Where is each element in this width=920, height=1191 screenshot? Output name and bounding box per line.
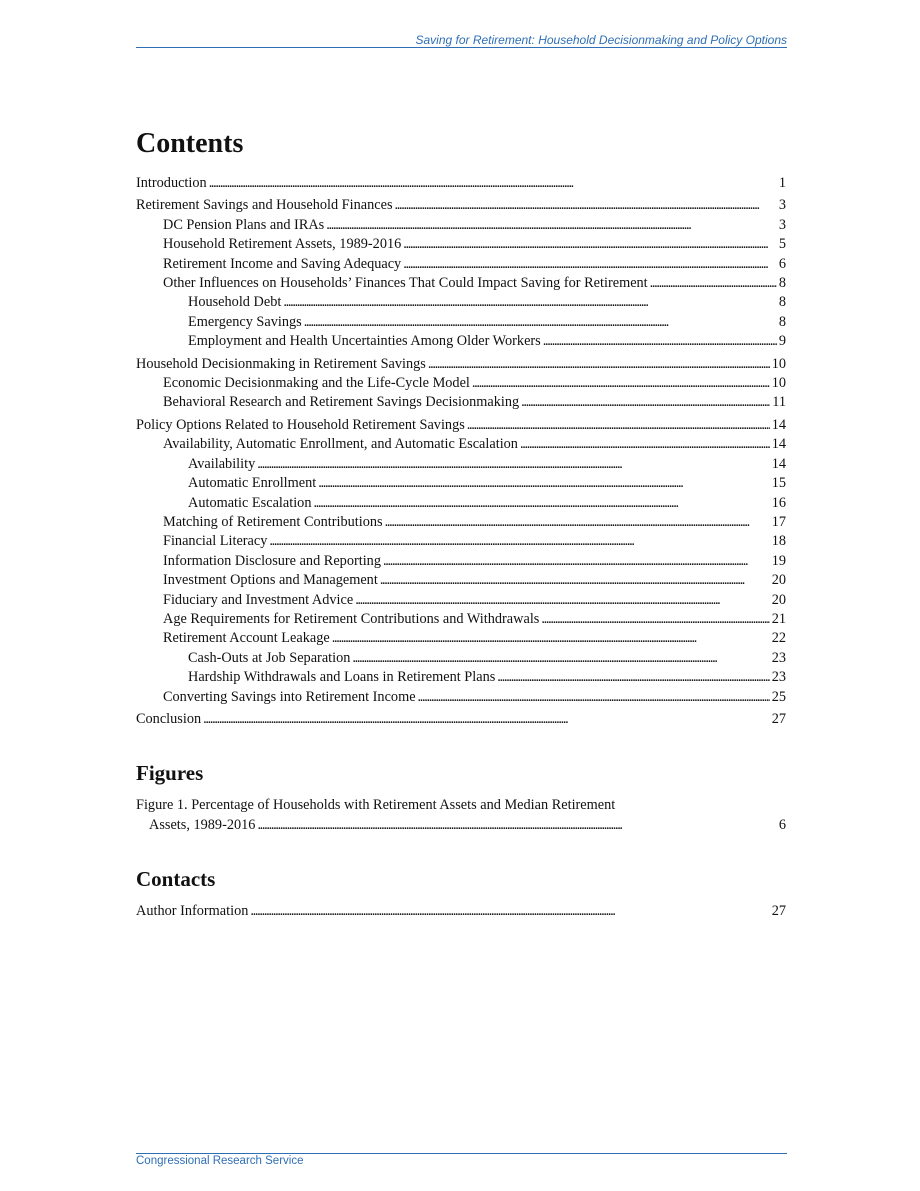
- toc-entry[interactable]: [136, 174, 786, 193]
- toc-entry[interactable]: [136, 255, 786, 274]
- toc-entry-page-number: 17: [771, 513, 786, 530]
- dot-leader: [543, 332, 777, 351]
- dot-leader: [326, 216, 777, 235]
- toc-entry-title: Household Retirement Assets, 1989-2016: [163, 236, 402, 253]
- dot-leader: [650, 274, 777, 293]
- running-header: Saving for Retirement: Household Decisionmaking and Policy Options: [415, 33, 787, 47]
- toc-entry-title: Cash-Outs at Job Separation: [188, 649, 351, 666]
- toc-entry-title: Age Requirements for Retirement Contributions and Withdrawals: [163, 610, 540, 627]
- toc-entry[interactable]: [136, 532, 786, 551]
- toc-entry-title: Fiduciary and Investment Advice: [163, 591, 354, 608]
- toc-entry[interactable]: [136, 629, 786, 648]
- dot-leader: [269, 532, 769, 551]
- toc-entry-title: Retirement Income and Saving Adequacy: [163, 255, 402, 272]
- dot-leader: [352, 649, 769, 668]
- toc-entry[interactable]: [136, 513, 786, 532]
- dot-leader: [318, 474, 769, 493]
- toc-entry[interactable]: [136, 668, 786, 687]
- toc-entry-page-number: 14: [771, 436, 786, 453]
- dot-leader: [520, 435, 770, 454]
- toc-entry[interactable]: [136, 474, 786, 493]
- toc-entry-title: Converting Savings into Retirement Income: [163, 688, 416, 705]
- figure-title-line2: Assets, 1989-2016: [149, 816, 256, 833]
- toc-entry-page-number: 19: [771, 552, 786, 569]
- dot-leader: [418, 688, 770, 707]
- toc-entry-title: Hardship Withdrawals and Loans in Retirement Plans: [188, 669, 496, 686]
- toc-entry-title: Introduction: [136, 175, 207, 191]
- contacts-heading: Contacts: [136, 867, 216, 892]
- toc-entry[interactable]: [136, 293, 786, 312]
- toc-entry-title: Automatic Escalation: [188, 494, 312, 511]
- toc-entry[interactable]: [136, 355, 786, 374]
- figure-page-number: 6: [778, 816, 786, 833]
- dot-leader: [383, 552, 770, 571]
- dot-leader: [403, 255, 777, 274]
- toc-entry-page-number: 15: [771, 475, 786, 492]
- toc-entry[interactable]: [136, 393, 786, 412]
- toc-entry-page-number: 27: [771, 710, 786, 727]
- figure-entry[interactable]: [136, 796, 786, 835]
- toc-entry-page-number: 8: [778, 294, 786, 311]
- toc-entry[interactable]: [136, 649, 786, 668]
- toc-entry-page-number: 16: [771, 494, 786, 511]
- toc-entry-title: Emergency Savings: [188, 313, 302, 330]
- toc-entry-title: DC Pension Plans and IRAs: [163, 216, 325, 233]
- contact-entry-page-number: 27: [771, 903, 786, 920]
- toc-entry[interactable]: [136, 494, 786, 513]
- toc-entry-page-number: 25: [771, 688, 786, 705]
- dot-leader: [355, 591, 770, 610]
- dot-leader: [257, 816, 776, 835]
- toc-entry-title: Matching of Retirement Contributions: [163, 513, 383, 530]
- toc-entry-title: Employment and Health Uncertainties Among Older Workers: [188, 333, 541, 350]
- toc-entry-title: Availability, Automatic Enrollment, and Automatic Escalation: [163, 436, 518, 453]
- toc-entry-page-number: 20: [771, 572, 786, 589]
- dot-leader: [283, 293, 777, 312]
- dot-leader: [380, 571, 770, 590]
- contact-entry-title: Author Information: [136, 903, 249, 920]
- toc-entry-page-number: 23: [771, 669, 786, 686]
- toc-entry-title: Policy Options Related to Household Retirement Savings: [136, 416, 465, 433]
- toc-entry-title: Investment Options and Management: [163, 572, 378, 589]
- dot-leader: [385, 513, 770, 532]
- toc-entry-page-number: 21: [771, 610, 786, 627]
- toc-entry-page-number: 1: [778, 175, 786, 191]
- toc-entry-page-number: 5: [778, 236, 786, 253]
- toc-entry[interactable]: [136, 332, 786, 351]
- dot-leader: [472, 374, 770, 393]
- toc-list: [136, 174, 786, 729]
- toc-entry-page-number: 14: [771, 455, 786, 472]
- toc-entry[interactable]: [136, 591, 786, 610]
- dot-leader: [203, 710, 770, 729]
- toc-entry-page-number: 8: [778, 275, 786, 292]
- toc-entry-page-number: 18: [771, 533, 786, 550]
- toc-entry[interactable]: [136, 552, 786, 571]
- dot-leader: [250, 902, 769, 921]
- toc-entry[interactable]: [136, 235, 786, 254]
- contents-heading: Contents: [136, 128, 244, 159]
- toc-entry-page-number: 11: [772, 394, 786, 411]
- dot-leader: [395, 196, 777, 215]
- toc-entry[interactable]: [136, 710, 786, 729]
- dot-leader: [497, 668, 769, 687]
- toc-entry[interactable]: [136, 435, 786, 454]
- toc-entry[interactable]: [136, 455, 786, 474]
- toc-entry-page-number: 9: [778, 333, 786, 350]
- dot-leader: [304, 313, 777, 332]
- contacts-section: [136, 867, 786, 921]
- toc-entry[interactable]: [136, 571, 786, 590]
- toc-entry-page-number: 10: [771, 375, 786, 392]
- dot-leader: [257, 455, 769, 474]
- toc-entry[interactable]: [136, 196, 786, 215]
- toc-entry-page-number: 10: [771, 355, 786, 372]
- figures-section: [136, 761, 786, 835]
- toc-entry-title: Behavioral Research and Retirement Savings Decisionmaking: [163, 394, 520, 411]
- toc-entry-title: Availability: [188, 455, 256, 472]
- toc-entry-page-number: 22: [771, 630, 786, 647]
- toc-entry-title: Household Decisionmaking in Retirement Savings: [136, 355, 426, 372]
- toc-entry-page-number: 3: [778, 197, 786, 214]
- header-rule: [136, 47, 787, 48]
- toc-entry-page-number: 23: [771, 649, 786, 666]
- dot-leader: [428, 355, 770, 374]
- dot-leader: [521, 393, 770, 412]
- figures-heading: Figures: [136, 761, 204, 786]
- toc-entry-title: Financial Literacy: [163, 533, 268, 550]
- page-content: [136, 118, 786, 922]
- dot-leader: [313, 494, 769, 513]
- toc-entry-page-number: 8: [778, 313, 786, 330]
- dot-leader: [541, 610, 769, 629]
- toc-entry-title: Retirement Savings and Household Finances: [136, 197, 393, 214]
- toc-entry-page-number: 20: [771, 591, 786, 608]
- dot-leader: [467, 416, 770, 435]
- toc-entry[interactable]: [136, 610, 786, 629]
- toc-entry[interactable]: [136, 274, 786, 293]
- toc-entry-page-number: 6: [778, 255, 786, 272]
- figure-title-line1: Figure 1. Percentage of Households with Retirement Assets and Median Retirement: [136, 797, 616, 814]
- contact-entry[interactable]: [136, 902, 786, 921]
- toc-entry[interactable]: [136, 216, 786, 235]
- toc-entry-title: Automatic Enrollment: [188, 475, 317, 492]
- toc-entry[interactable]: [136, 313, 786, 332]
- toc-entry-title: Conclusion: [136, 710, 202, 727]
- toc-entry-page-number: 14: [771, 416, 786, 433]
- toc-entry-title: Household Debt: [188, 294, 282, 311]
- dot-leader: [403, 235, 777, 254]
- toc-entry[interactable]: [136, 688, 786, 707]
- dot-leader: [209, 174, 777, 193]
- toc-entry-title: Other Influences on Households’ Finances That Could Impact Saving for Retirement: [163, 275, 648, 292]
- footer-rule: [136, 1153, 787, 1154]
- toc-entry[interactable]: [136, 416, 786, 435]
- toc-entry-title: Economic Decisionmaking and the Life-Cycle Model: [163, 375, 470, 392]
- toc-entry[interactable]: [136, 374, 786, 393]
- toc-entry-title: Information Disclosure and Reporting: [163, 552, 381, 569]
- toc-entry-title: Retirement Account Leakage: [163, 630, 330, 647]
- toc-entry-page-number: 3: [778, 216, 786, 233]
- dot-leader: [332, 629, 770, 648]
- footer-source: Congressional Research Service: [136, 1155, 304, 1167]
